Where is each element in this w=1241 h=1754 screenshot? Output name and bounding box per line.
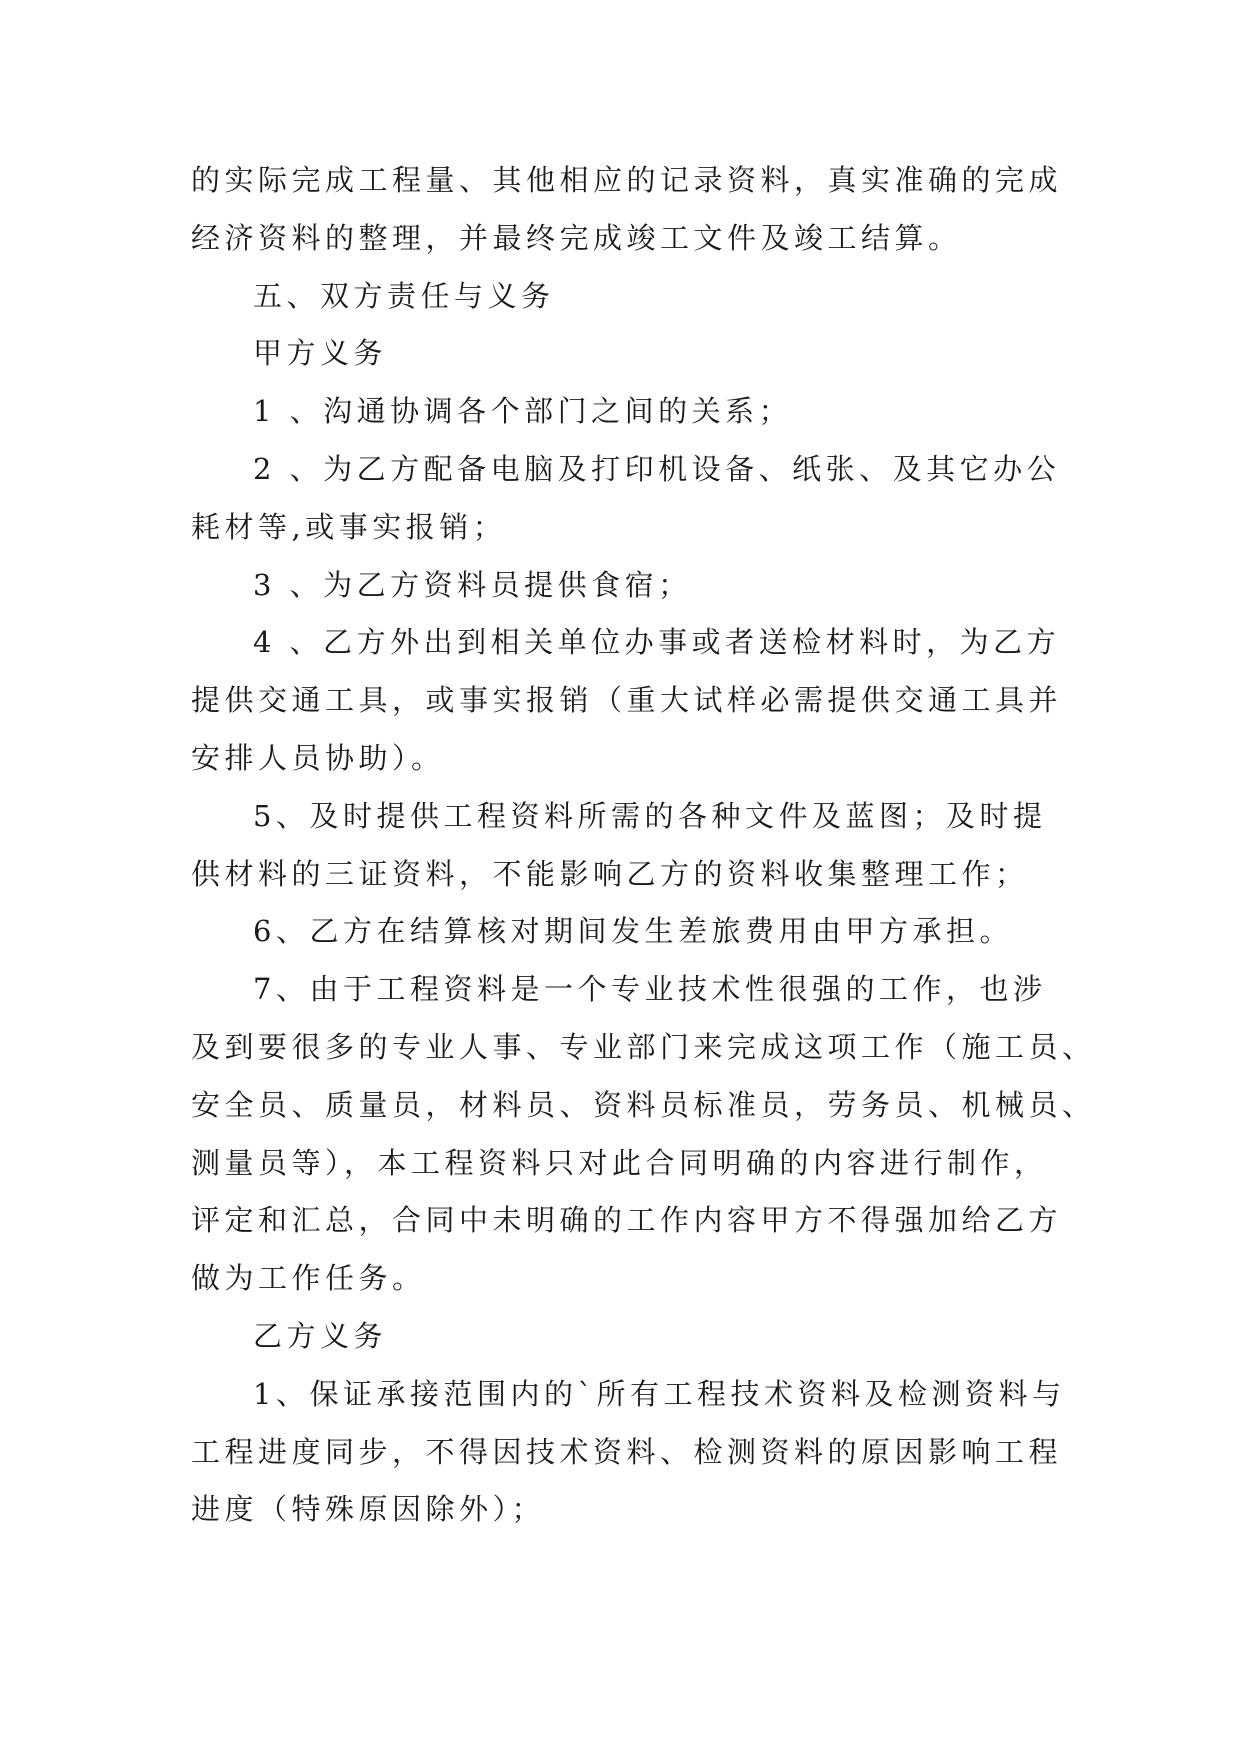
list-item: 1 、沟通协调各个部门之间的关系； [253,394,793,429]
list-item: 5、及时提供工程资料所需的各种文件及蓝图；及时提 [253,798,1047,833]
list-item: 1、保证承接范围内的`所有工程技术资料及检测资料与 [253,1376,1066,1411]
body-line: 耗材等,或事实报销； [191,509,507,544]
subsection-heading: 甲方义务 [253,336,388,371]
body-line: 的实际完成工程量、其他相应的记录资料，真实准确的完成 [191,163,1063,197]
body-line: 做为工作任务。 [191,1261,426,1296]
body-line: 测量员等），本工程资料只对此合同明确的内容进行制作， [191,1145,1048,1180]
list-item: 7、由于工程资料是一个专业技术性很强的工作，也涉 [253,972,1047,1007]
list-item: 6、乙方在结算核对期间发生差旅费用由甲方承担。 [253,914,1013,949]
list-item: 2 、为乙方配备电脑及打印机设备、纸张、及其它办公 [253,451,1061,486]
body-line: 提供交通工具，或事实报销（重大试样必需提供交通工具并 [191,683,1063,718]
body-line: 安排人员协助）。 [191,740,445,775]
body-line: 经济资料的整理，并最终完成竣工文件及竣工结算。 [191,220,962,255]
body-line: 供材料的三证资料，不能影响乙方的资料收集整理工作； [191,856,1029,891]
subsection-heading: 乙方义务 [253,1318,388,1353]
list-item: 3 、为乙方资料员提供食宿； [253,567,692,602]
list-item: 4 、乙方外出到相关单位办事或者送检材料时，为乙方 [253,625,1061,660]
body-line: 及到要很多的专业人事、专业部门来完成这项工作（施工员、 [191,1029,1096,1064]
body-line: 安全员、质量员，材料员、资料员标准员，劳务员、机械员、 [191,1087,1096,1122]
document-body [191,152,1096,1539]
body-line: 工程进度同步，不得因技术资料、检测资料的原因影响工程 [191,1434,1063,1469]
body-line: 评定和汇总，合同中未明确的工作内容甲方不得强加给乙方 [191,1203,1063,1238]
section-heading: 五、双方责任与义务 [253,278,555,313]
body-line: 进度（特殊原因除外）； [191,1492,546,1527]
